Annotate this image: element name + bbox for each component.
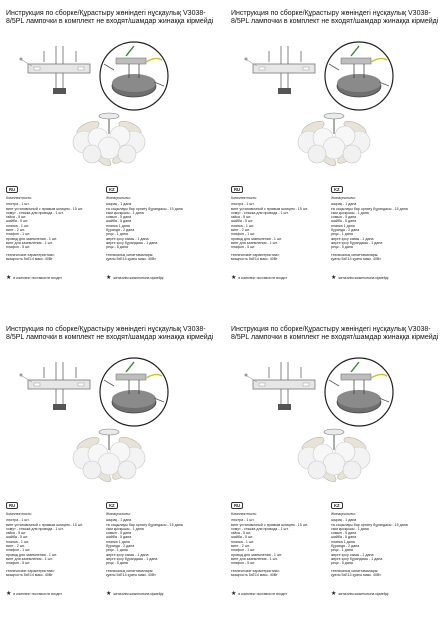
list-item: хомут - стяжка для провода - 1 шт.: [231, 210, 289, 215]
list-item: хомут - стяжка для провода - 1 шт.: [231, 526, 289, 531]
list-item: винт установочный с прямым шлицем - 15 шт.: [231, 522, 308, 527]
kz-note-text: жеткізілім жиынтығына кірмейді: [338, 275, 389, 280]
list-item: плафон - 5 шт.: [231, 561, 256, 566]
kz-header: Жинақтылығы:: [331, 196, 356, 200]
detail-circle-drawing: [325, 358, 393, 426]
list-item: сым қысқышы - 1 дана: [106, 526, 144, 531]
ru-note: [231, 275, 287, 281]
kz-tech: [331, 253, 431, 262]
list-item: реңк - 1 дана: [331, 548, 353, 553]
list-item: реңк - 5 дана: [106, 561, 128, 566]
mounting-plate-drawing: [20, 46, 91, 94]
kz-badge: KZ: [106, 502, 118, 509]
list-item: люстра - 1 шт.: [231, 518, 255, 523]
ru-column: [6, 502, 106, 597]
instruction-copy-1: [6, 10, 216, 310]
list-item: техникалық сипаттамалары:: [106, 568, 154, 573]
list-item: реңк - 1 дана: [106, 232, 128, 237]
ru-note: [6, 591, 62, 597]
assembly-figure: [231, 352, 441, 502]
list-item: провод для заземления - 1 шт.: [231, 236, 283, 241]
ru-note: [231, 591, 287, 597]
ru-tech: [6, 569, 106, 578]
instruction-title: Инструкция по сборке/Құрастыру жөніндегі нұсқаулық V3038-8/5PL лампочки в комплект не входят/шамдар жинаққа кірмейді: [6, 326, 214, 341]
instruction-copy-3: [6, 326, 216, 626]
ru-column: [231, 186, 331, 281]
list-item: винт установочный с прямым шлицем - 15 шт.: [6, 206, 83, 211]
list-item: жерге қосу сымы - 1 дана: [331, 552, 374, 557]
kz-column: [331, 502, 431, 597]
assembly-figure: [231, 36, 441, 186]
ru-badge: RU: [231, 502, 243, 509]
list-item: шырақ - 1 дана: [106, 518, 132, 523]
list-item: гайка - 5 шт.: [231, 531, 252, 536]
list-item: техникалық сипаттамалары:: [106, 252, 154, 257]
list-item: планка 1 дана: [331, 539, 355, 544]
list-item: планка 1 дана: [106, 223, 130, 228]
instruction-copy-2: [231, 10, 441, 310]
chandelier-drawing: [73, 429, 145, 485]
kz-note-text: жеткізілім жиынтығына кірмейді: [338, 591, 389, 596]
list-item: провод для заземления - 1 шт.: [6, 552, 58, 557]
list-item: техникалық сипаттамалары:: [331, 252, 379, 257]
kz-items: [331, 202, 431, 249]
list-item: планка 1 дана: [331, 223, 355, 228]
star-icon: ★: [231, 591, 237, 597]
list-item: реңк - 1 дана: [331, 232, 353, 237]
kz-items: [106, 518, 206, 565]
list-item: жерге қосу сымы - 1 дана: [331, 236, 374, 241]
list-item: сомын - 5 дана: [331, 215, 357, 220]
text-columns: [6, 186, 216, 304]
list-item: реңк - 5 дана: [331, 561, 353, 566]
list-item: шайба - 5 дана: [106, 219, 132, 224]
list-item: планка 1 дана: [106, 539, 130, 544]
list-item: провод для заземления - 1 шт.: [231, 552, 283, 557]
list-item: винт - 2 шт.: [6, 544, 25, 549]
ru-tech: [231, 253, 331, 262]
kz-note: [331, 275, 388, 281]
ru-note-text: в комплект поставки не входит: [13, 275, 62, 280]
ru-note-text: в комплект поставки не входит: [13, 591, 62, 596]
ru-items: [6, 202, 106, 249]
kz-badge: KZ: [331, 502, 343, 509]
assembly-figure: [6, 36, 216, 186]
list-item: плафон - 1 шт.: [6, 232, 31, 237]
ru-header: Комплектность:: [6, 196, 33, 200]
star-icon: ★: [331, 591, 337, 597]
list-item: шайба - 5 шт.: [6, 219, 29, 224]
list-item: винт для заземления - 1 шт.: [231, 556, 278, 561]
list-item: плафон - 5 шт.: [6, 561, 31, 566]
detail-circle-drawing: [100, 42, 168, 110]
list-item: шайба - 5 дана: [331, 219, 357, 224]
instruction-copy-4: [231, 326, 441, 626]
list-item: тік саңылауы бар орнату бұрандасы - 15 дана: [106, 206, 183, 211]
list-item: шырақ - 1 дана: [331, 202, 357, 207]
ru-items: [231, 202, 331, 249]
list-item: сомын - 5 дана: [331, 531, 357, 536]
list-item: гайка - 5 шт.: [6, 215, 27, 220]
list-item: жерге қосу бұрандасы - 1 дана: [106, 556, 158, 561]
ru-column: [6, 186, 106, 281]
list-item: винт установочный с прямым шлицем - 15 шт.: [6, 522, 83, 527]
kz-column: [331, 186, 431, 281]
kz-tech: [106, 253, 206, 262]
list-item: шайба - 5 дана: [331, 535, 357, 540]
list-item: жерге қосу сымы - 1 дана: [106, 236, 149, 241]
list-item: бұранда - 2 дана: [106, 228, 135, 233]
kz-note: [106, 275, 163, 281]
list-item: мощность 5xE14 макс. 40Вт: [231, 572, 278, 577]
list-item: шырақ - 1 дана: [331, 518, 357, 523]
ru-note: [6, 275, 62, 281]
list-item: планка - 1 шт.: [6, 539, 29, 544]
ru-header: Комплектность:: [231, 196, 258, 200]
list-item: гайка - 5 шт.: [6, 531, 27, 536]
list-item: жерге қосу бұрандасы - 1 дана: [331, 556, 383, 561]
list-item: винт - 2 шт.: [231, 544, 250, 549]
list-item: реңк - 1 дана: [106, 548, 128, 553]
list-item: плафон - 5 шт.: [6, 245, 31, 250]
list-item: қуаты 5xE14 қуаты макс. 40Вт: [331, 572, 381, 577]
kz-header: Жинақтылығы:: [106, 512, 131, 516]
chandelier-drawing: [73, 113, 145, 169]
chandelier-drawing: [298, 429, 370, 485]
list-item: люстра - 1 шт.: [6, 518, 30, 523]
list-item: шайба - 5 дана: [106, 535, 132, 540]
list-item: бұранда - 2 дана: [331, 228, 360, 233]
ru-note-text: в комплект поставки не входит: [238, 591, 287, 596]
list-item: мощность 5xE14 макс. 40Вт: [6, 572, 53, 577]
chandelier-drawing: [298, 113, 370, 169]
list-item: бұранда - 2 дана: [331, 544, 360, 549]
kz-note: [106, 591, 163, 597]
kz-note-text: жеткізілім жиынтығына кірмейді: [113, 275, 164, 280]
mounting-plate-drawing: [245, 362, 316, 410]
star-icon: ★: [106, 591, 112, 597]
list-item: винт - 2 шт.: [231, 228, 250, 233]
list-item: жерге қосу бұрандасы - 1 дана: [331, 240, 383, 245]
kz-badge: KZ: [106, 186, 118, 193]
instruction-title: Инструкция по сборке/Құрастыру жөніндегі нұсқаулық V3038-8/5PL лампочки в комплект не входят/шамдар жинаққа кірмейді: [231, 326, 439, 341]
instruction-title: Инструкция по сборке/Құрастыру жөніндегі нұсқаулық V3038-8/5PL лампочки в комплект не входят/шамдар жинаққа кірмейді: [231, 10, 439, 25]
text-columns: [231, 186, 441, 304]
kz-note: [331, 591, 388, 597]
list-item: қуаты 5xE14 қуаты макс. 40Вт: [331, 256, 381, 261]
ru-badge: RU: [231, 186, 243, 193]
ru-tech: [231, 569, 331, 578]
list-item: винт установочный с прямым шлицем - 15 шт.: [231, 206, 308, 211]
mounting-plate-drawing: [245, 46, 316, 94]
mounting-plate-drawing: [20, 362, 91, 410]
star-icon: ★: [6, 275, 12, 281]
list-item: шайба - 5 шт.: [6, 535, 29, 540]
text-columns: [6, 502, 216, 620]
ru-note-text: в комплект поставки не входит: [238, 275, 287, 280]
list-item: плафон - 1 шт.: [231, 548, 256, 553]
star-icon: ★: [106, 275, 112, 281]
star-icon: ★: [231, 275, 237, 281]
list-item: мощность 5xE14 макс. 40Вт: [6, 256, 53, 261]
ru-badge: RU: [6, 502, 18, 509]
list-item: қуаты 5xE14 қуаты макс. 40Вт: [106, 572, 156, 577]
list-item: хомут - стяжка для провода - 1 шт.: [6, 210, 64, 215]
assembly-figure: [6, 352, 216, 502]
kz-tech: [331, 569, 431, 578]
list-item: плафон - 5 шт.: [231, 245, 256, 250]
list-item: плафон - 1 шт.: [231, 232, 256, 237]
list-item: жерге қосу бұрандасы - 1 дана: [106, 240, 158, 245]
instruction-title: Инструкция по сборке/Құрастыру жөніндегі нұсқаулық V3038-8/5PL лампочки в комплект не входят/шамдар жинаққа кірмейді: [6, 10, 214, 25]
star-icon: ★: [331, 275, 337, 281]
ru-column: [231, 502, 331, 597]
list-item: тік саңылауы бар орнату бұрандасы - 15 дана: [331, 522, 408, 527]
list-item: тік саңылауы бар орнату бұрандасы - 15 дана: [106, 522, 183, 527]
list-item: реңк - 5 дана: [331, 245, 353, 250]
list-item: шайба - 5 шт.: [231, 219, 254, 224]
list-item: қуаты 5xE14 қуаты макс. 40Вт: [106, 256, 156, 261]
text-columns: [231, 502, 441, 620]
star-icon: ★: [6, 591, 12, 597]
list-item: шырақ - 1 дана: [106, 202, 132, 207]
list-item: винт - 2 шт.: [6, 228, 25, 233]
list-item: винт для заземления - 1 шт.: [6, 240, 53, 245]
kz-badge: KZ: [331, 186, 343, 193]
list-item: винт для заземления - 1 шт.: [6, 556, 53, 561]
list-item: технические характеристики:: [6, 252, 55, 257]
list-item: хомут - стяжка для провода - 1 шт.: [6, 526, 64, 531]
list-item: технические характеристики:: [231, 568, 280, 573]
list-item: жерге қосу сымы - 1 дана: [106, 552, 149, 557]
list-item: сым қысқышы - 1 дана: [331, 526, 369, 531]
list-item: винт для заземления - 1 шт.: [231, 240, 278, 245]
list-item: техникалық сипаттамалары:: [331, 568, 379, 573]
kz-note-text: жеткізілім жиынтығына кірмейді: [113, 591, 164, 596]
list-item: реңк - 5 дана: [106, 245, 128, 250]
list-item: провод для заземления - 1 шт.: [6, 236, 58, 241]
kz-items: [106, 202, 206, 249]
ru-header: Комплектность:: [231, 512, 258, 516]
list-item: технические характеристики:: [6, 568, 55, 573]
ru-header: Комплектность:: [6, 512, 33, 516]
list-item: люстра - 1 шт.: [231, 202, 255, 207]
kz-header: Жинақтылығы:: [106, 196, 131, 200]
list-item: мощность 5xE14 макс. 40Вт: [231, 256, 278, 261]
list-item: планка - 1 шт.: [6, 223, 29, 228]
list-item: тік саңылауы бар орнату бұрандасы - 15 дана: [331, 206, 408, 211]
list-item: бұранда - 2 дана: [106, 544, 135, 549]
detail-circle-drawing: [100, 358, 168, 426]
list-item: сым қысқышы - 1 дана: [106, 210, 144, 215]
list-item: сомын - 5 дана: [106, 531, 132, 536]
list-item: гайка - 5 шт.: [231, 215, 252, 220]
ru-tech: [6, 253, 106, 262]
list-item: планка - 1 шт.: [231, 223, 254, 228]
kz-column: [106, 186, 206, 281]
ru-items: [6, 518, 106, 565]
kz-tech: [106, 569, 206, 578]
kz-header: Жинақтылығы:: [331, 512, 356, 516]
list-item: сым қысқышы - 1 дана: [331, 210, 369, 215]
list-item: сомын - 5 дана: [106, 215, 132, 220]
detail-circle-drawing: [325, 42, 393, 110]
list-item: люстра - 1 шт.: [6, 202, 30, 207]
list-item: плафон - 1 шт.: [6, 548, 31, 553]
list-item: шайба - 5 шт.: [231, 535, 254, 540]
list-item: планка - 1 шт.: [231, 539, 254, 544]
list-item: технические характеристики:: [231, 252, 280, 257]
kz-column: [106, 502, 206, 597]
ru-items: [231, 518, 331, 565]
ru-badge: RU: [6, 186, 18, 193]
kz-items: [331, 518, 431, 565]
